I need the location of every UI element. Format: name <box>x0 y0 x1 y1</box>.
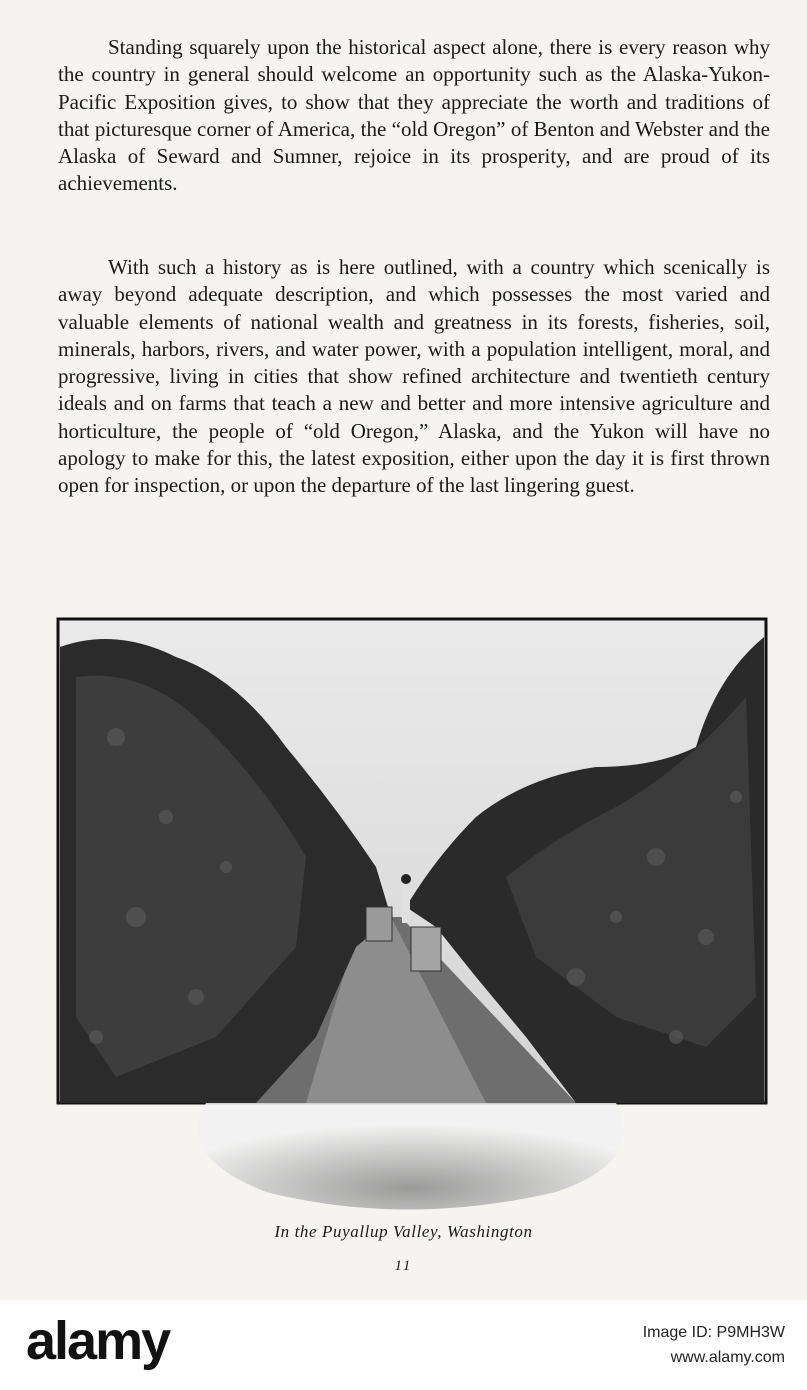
hop-field-photograph <box>56 617 768 1217</box>
page-number: 11 <box>394 1258 413 1274</box>
site-url: www.alamy.com <box>670 1349 785 1366</box>
photo-illustration <box>56 617 768 1217</box>
paragraph-1: Standing squarely upon the historical aspect alone, there is every reason why the country in general should welcome an opportunity such as the Alaska-Yukon-Pacific Exposition gives, to show that they appreciate the worth and traditions of that picturesque corner of America, the “old Oregon” of Benton and Webster and the Alaska of Seward and Sumner, rejoice in its prosperity, and are proud of its achievements. <box>58 35 770 196</box>
photo-caption: In the Puyallup Valley, Washington <box>274 1222 533 1241</box>
image-info <box>643 1320 785 1370</box>
watermark-footer <box>0 1300 807 1390</box>
brand-logo: alamy <box>26 1311 170 1371</box>
paragraph-2: With such a history as is here outlined, with a country which scenically is away beyond adequate description, and which possesses the most varied and valuable elements of national wealth and greatness in its forests, fisheries, soil, minerals, harbors, rivers, and water power, with a population intelligent, moral, and progressive, living in cities that show refined architecture and twentieth century ideals and on farms that teach a new and better and more intensive agriculture and horticulture, the people of “old Oregon,” Alaska, and the Yukon will have no apology to make for this, the latest exposition, either upon the day it is first thrown open for inspection, or upon the departure of the last lingering guest. <box>58 255 770 498</box>
image-id: Image ID: P9MH3W <box>642 1324 785 1341</box>
